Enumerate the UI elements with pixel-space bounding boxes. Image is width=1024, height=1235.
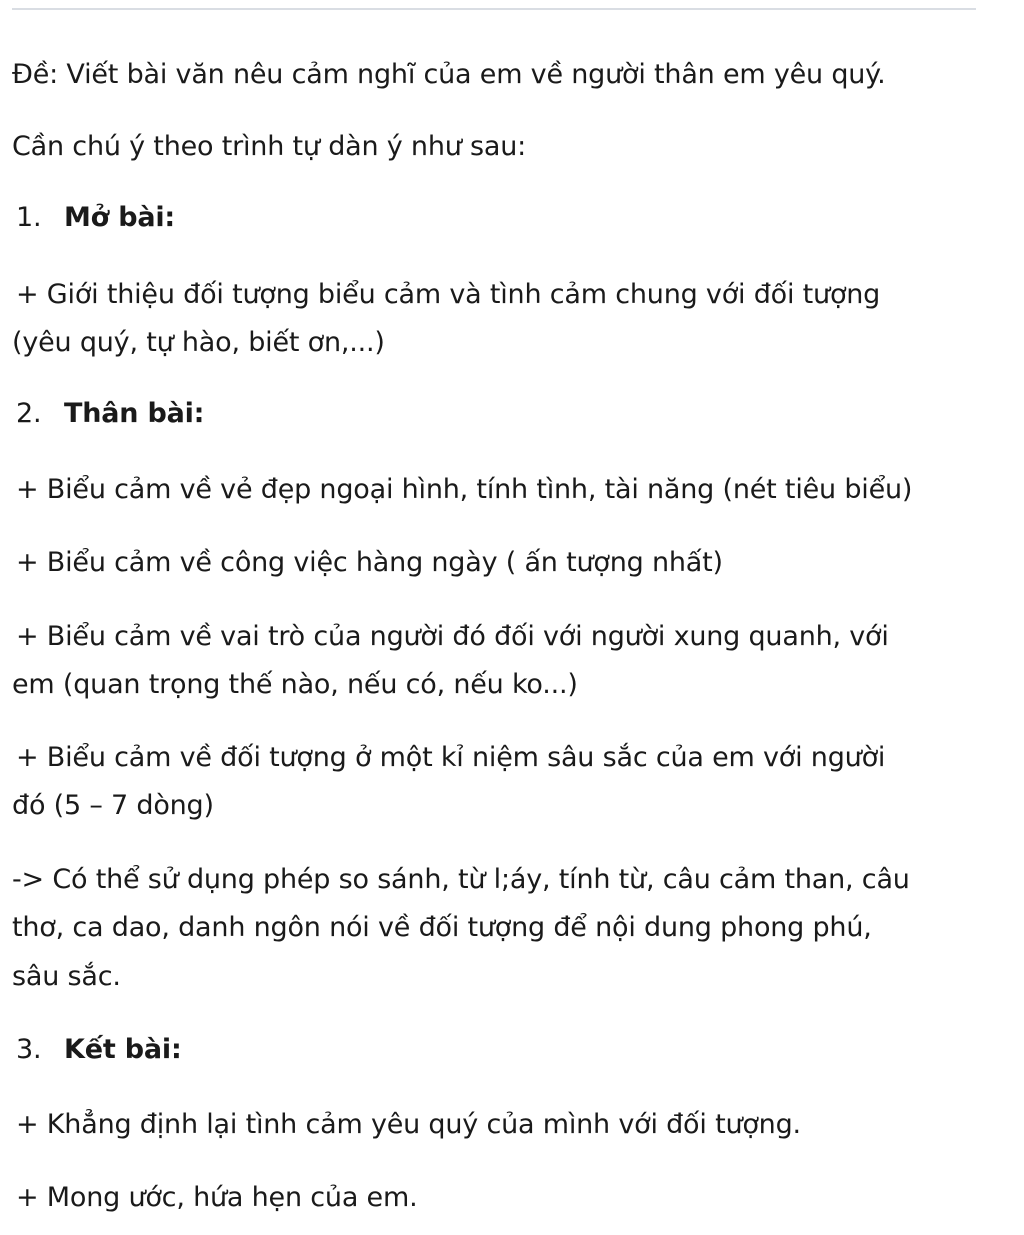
section-1-title: Mở bài: (64, 202, 176, 233)
section-1-heading (16, 201, 175, 235)
section-2-bullet-2: + Biểu cảm về công việc hàng ngày ( ấn tượng nhất) (16, 547, 723, 578)
essay-prompt: Đề: Viết bài văn nêu cảm nghĩ của em về người thân em yêu quý. (12, 59, 886, 90)
section-2-note-line-3: sâu sắc. (12, 961, 121, 992)
section-2-number: 2. (16, 398, 42, 429)
section-3-number: 3. (16, 1034, 42, 1065)
section-2-bullet-4-line-1: + Biểu cảm về đối tượng ở một kỉ niệm sâu sắc của em với người (16, 742, 886, 773)
section-2-title: Thân bài: (64, 398, 205, 429)
top-divider (12, 8, 976, 10)
section-3-title: Kết bài: (64, 1034, 182, 1065)
section-1-bullet-1-line-2: (yêu quý, tự hào, biết ơn,...) (12, 327, 385, 358)
intro-note: Cần chú ý theo trình tự dàn ý như sau: (12, 131, 527, 162)
section-2-bullet-1: + Biểu cảm về vẻ đẹp ngoại hình, tính tình, tài năng (nét tiêu biểu) (16, 474, 913, 505)
section-2-note-line-1: -> Có thể sử dụng phép so sánh, từ l;áy, tính từ, câu cảm than, câu (12, 864, 910, 895)
section-2-heading (16, 397, 204, 431)
section-3-bullet-1: + Khẳng định lại tình cảm yêu quý của mình với đối tượng. (16, 1109, 801, 1140)
section-2-bullet-3-line-1: + Biểu cảm về vai trò của người đó đối với người xung quanh, với (16, 621, 889, 652)
section-2-note-line-2: thơ, ca dao, danh ngôn nói về đối tượng để nội dung phong phú, (12, 912, 872, 943)
section-2-bullet-3-line-2: em (quan trọng thế nào, nếu có, nếu ko...) (12, 669, 578, 700)
section-2-bullet-4-line-2: đó (5 – 7 dòng) (12, 790, 214, 821)
section-1-bullet-1-line-1: + Giới thiệu đối tượng biểu cảm và tình cảm chung với đối tượng (16, 279, 881, 310)
section-3-bullet-2: + Mong ước, hứa hẹn của em. (16, 1182, 418, 1213)
section-3-heading (16, 1033, 182, 1067)
section-1-number: 1. (16, 202, 42, 233)
